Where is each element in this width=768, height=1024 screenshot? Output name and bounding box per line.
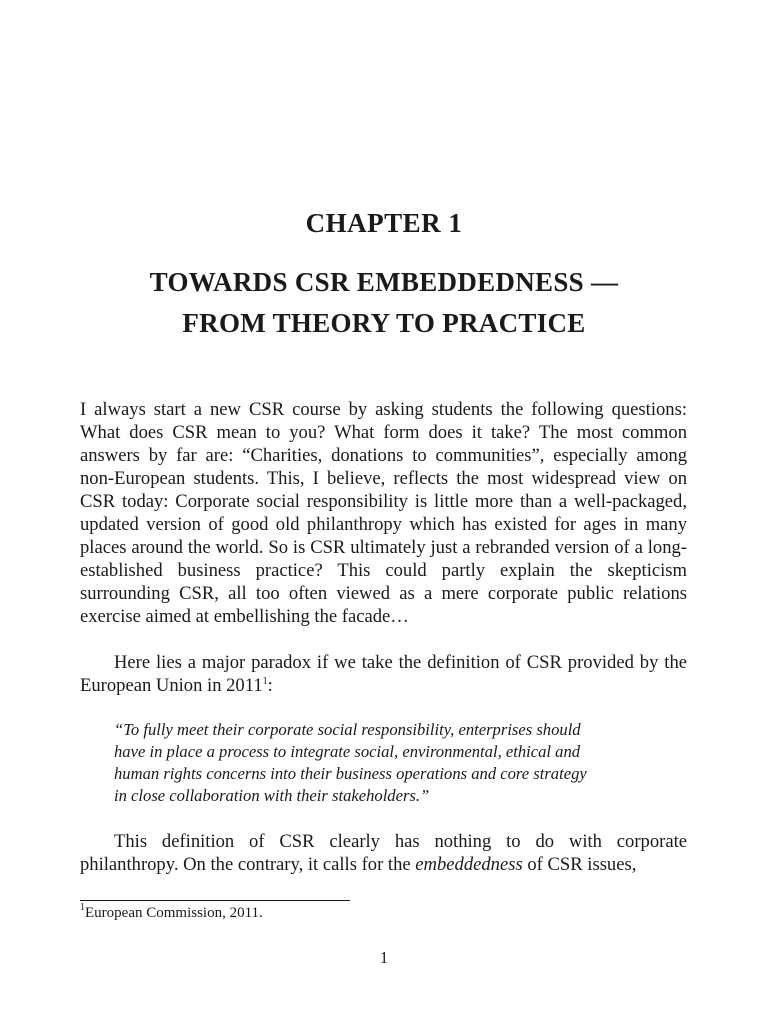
body-paragraph-1: I always start a new CSR course by asking students the following questions: What does CSR mean to you? What form does it take? The most common answers by far are: “Charities, donations to communities”, especially among non-European students. This, I believe, reflects the most widespread view on CSR today: Corporate social responsibility is little more than a well-packaged, updated version of good old philanthropy which has existed for ages in many places around the world. So is CSR ultimately just a rebranded version of a long-established business practice? This could partly explain the skepticism surrounding CSR, all too often viewed as a mere corporate public relations exercise aimed at embellishing the facade… bbox=[80, 399, 687, 627]
footnote-number: 1 bbox=[80, 902, 85, 913]
chapter-title-line-2: FROM THEORY TO PRACTICE bbox=[182, 308, 586, 338]
page-number: 1 bbox=[379, 948, 389, 967]
paragraph-2-text: Here lies a major paradox if we take the definition of CSR provided by the European Union in 2011 bbox=[80, 652, 687, 696]
footnote-reference: 1 bbox=[262, 676, 268, 687]
chapter-title bbox=[0, 262, 768, 344]
quote-line-1: “To fully meet their corporate social responsibility, enterprises should bbox=[114, 720, 581, 739]
chapter-label: CHAPTER 1 bbox=[305, 208, 463, 238]
quote-line-2: have in place a process to integrate social, environmental, ethical and bbox=[114, 742, 581, 761]
quote-line-4: in close collaboration with their stakeholders.” bbox=[114, 786, 430, 805]
footnote-text: European Commission, 2011. bbox=[85, 905, 263, 921]
paragraph-3-end: of CSR issues, bbox=[527, 854, 637, 875]
quote-line-3: human rights concerns into their business operations and core strategy bbox=[114, 764, 587, 783]
eu-definition-quote bbox=[114, 719, 659, 807]
paragraph-3-start: This definition of CSR clearly has nothing to do with corporate philanthropy. On the contrary, it calls for the bbox=[80, 831, 687, 875]
paragraph-2-end: : bbox=[267, 675, 273, 696]
body-paragraph-2 bbox=[80, 651, 687, 697]
paragraph-3-emphasis: embeddedness bbox=[415, 854, 523, 875]
footnote bbox=[80, 903, 480, 923]
footnote-divider bbox=[80, 900, 350, 901]
chapter-title-line-1: TOWARDS CSR EMBEDDEDNESS — bbox=[149, 267, 619, 297]
body-paragraph-3 bbox=[80, 830, 687, 876]
